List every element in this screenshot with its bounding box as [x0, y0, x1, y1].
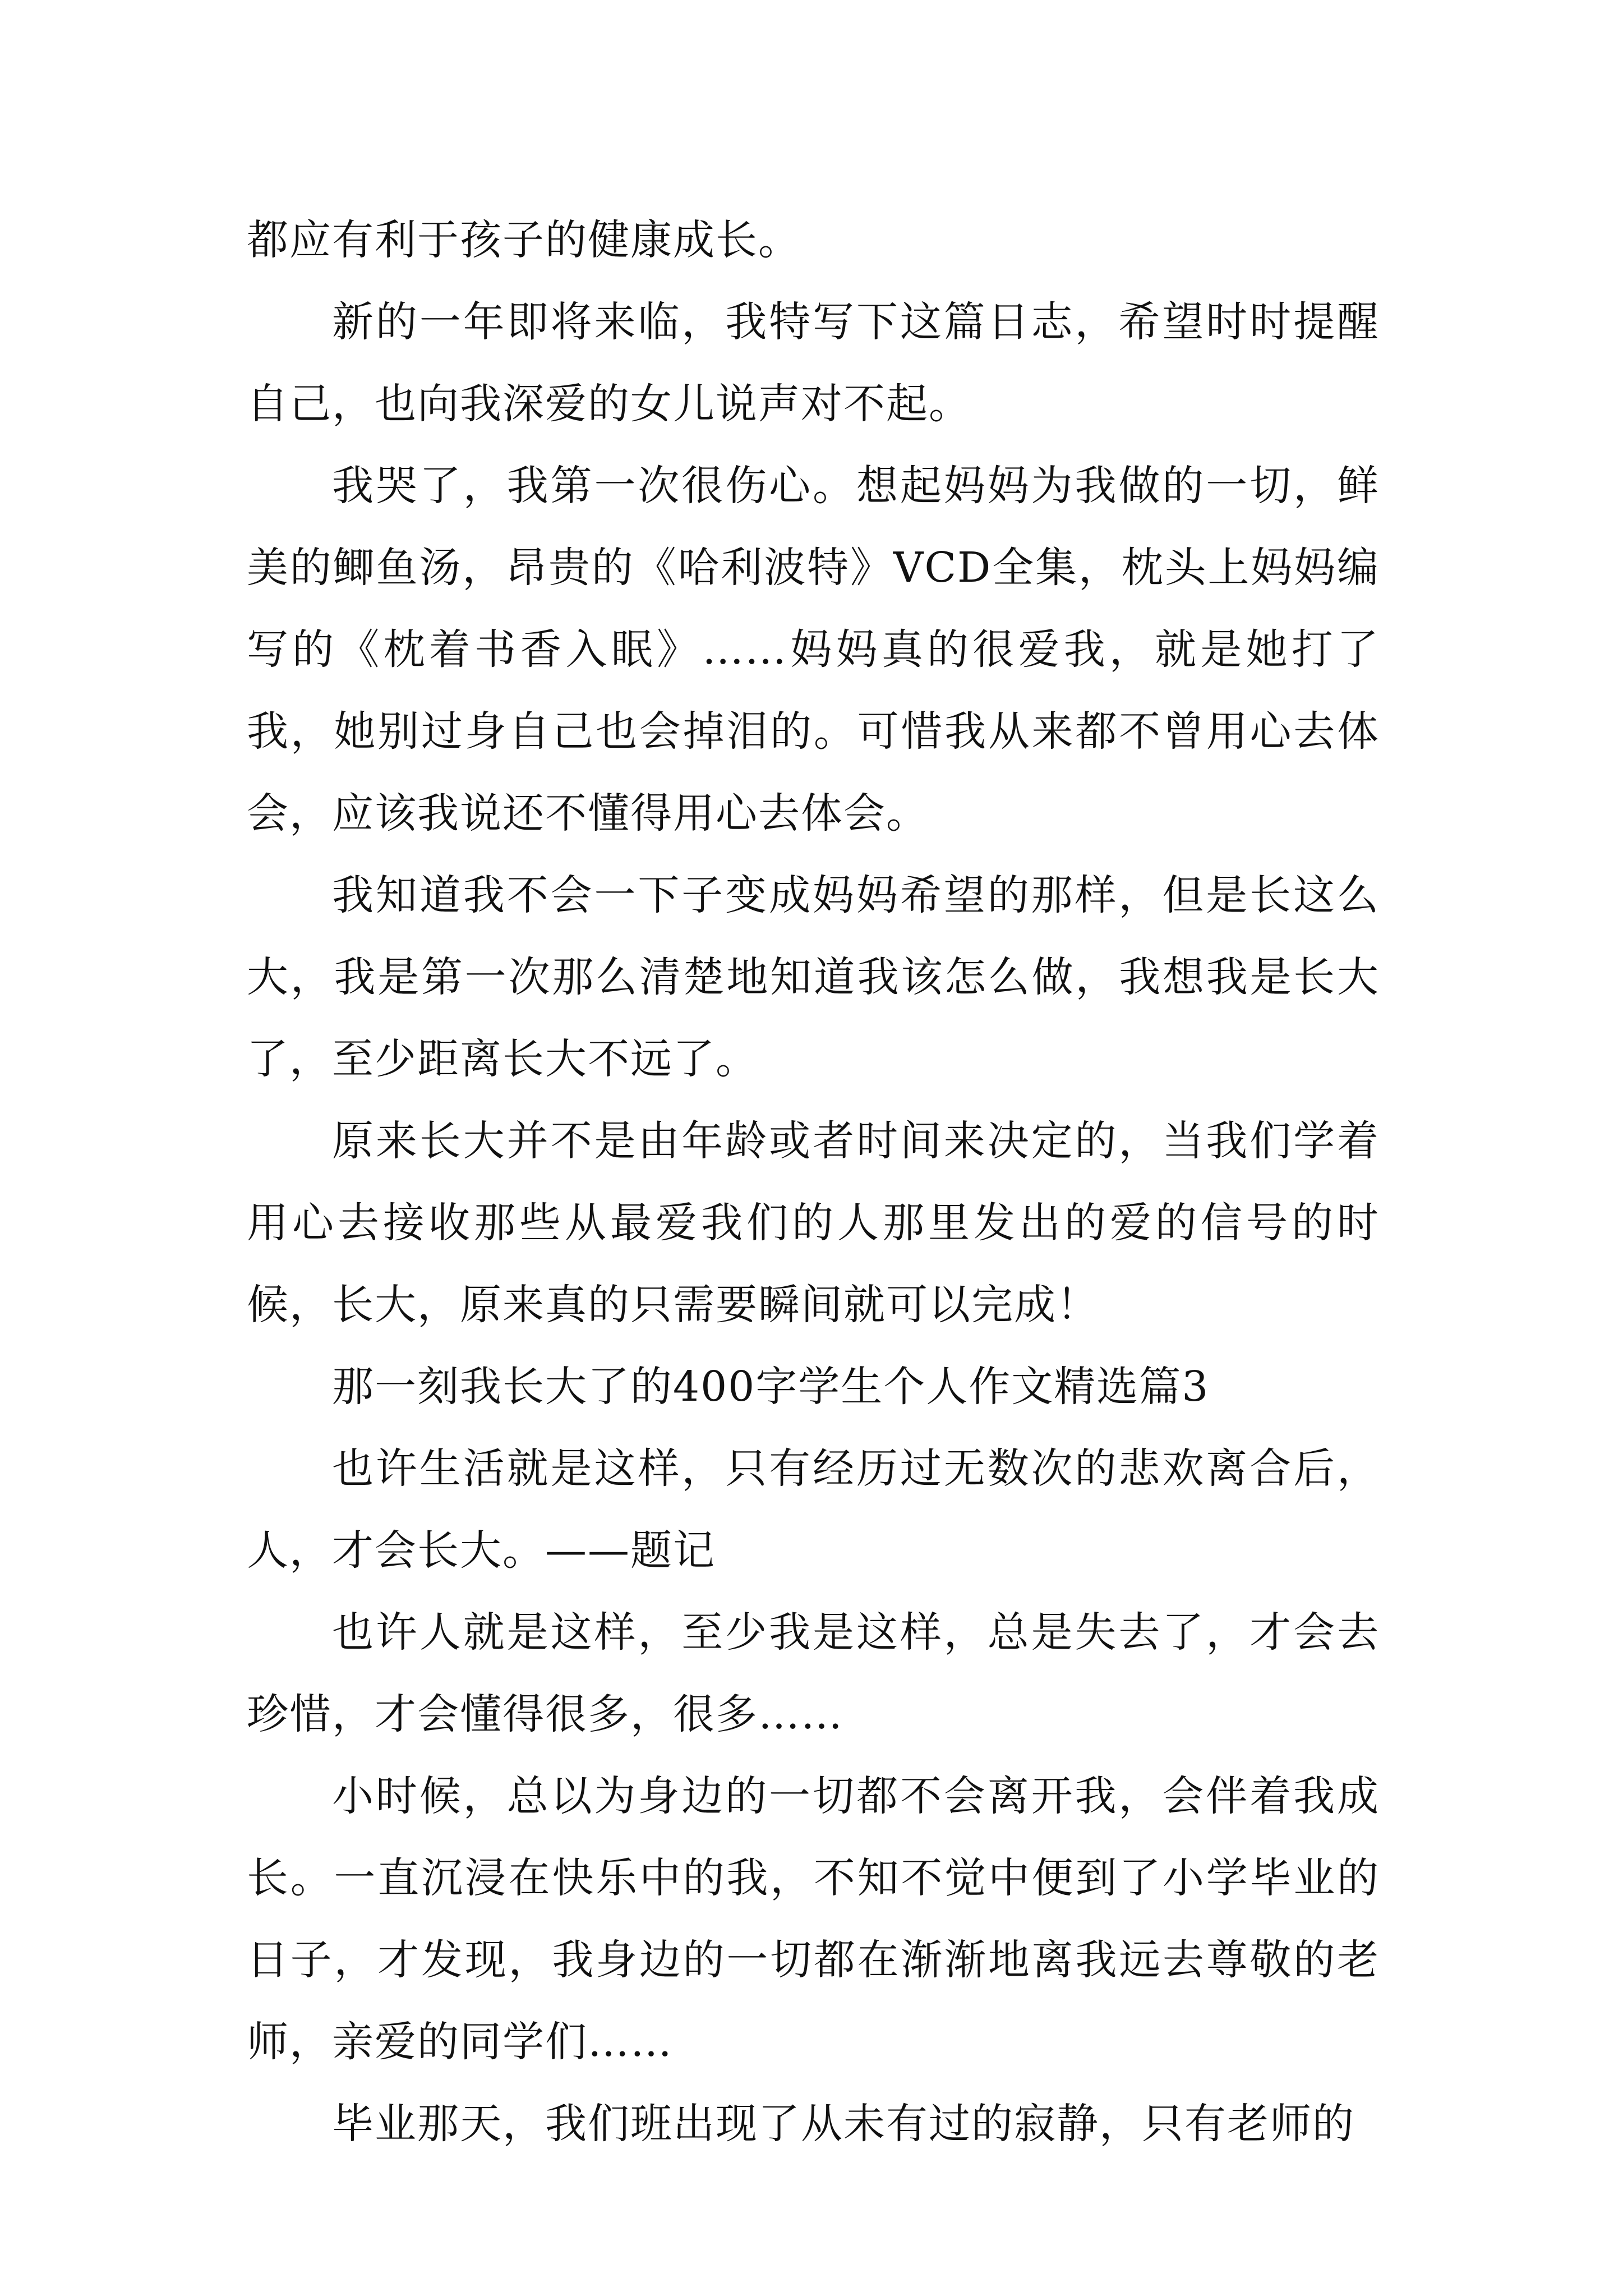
paragraph: 我哭了，我第一次很伤心。想起妈妈为我做的一切，鲜美的鲫鱼汤，昂贵的《哈利波特》VCD全集，枕头上妈妈编写的《枕着书香入眠》……妈妈真的很爱我，就是她打了我，她别过身自己也会掉泪的。可惜我从来都不曾用心去体会，应该我说还不懂得用心去体会。 — [247, 462, 1380, 838]
paragraph: 毕业那天，我们班出现了从未有过的寂静，只有老师的 — [332, 2100, 1355, 2148]
paragraph: 我知道我不会一下子变成妈妈希望的那样，但是长这么大，我是第一次那么清楚地知道我该怎么做，我想我是长大了，至少距离长大不远了。 — [247, 871, 1380, 1083]
paragraph: 原来长大并不是由年龄或者时间来决定的，当我们学着用心去接收那些从最爱我们的人那里发出的爱的信号的时候，长大，原来真的只需要瞬间就可以完成！ — [247, 1117, 1380, 1329]
document-body — [247, 199, 1380, 2165]
paragraph: 小时候，总以为身边的一切都不会离开我，会伴着我成长。一直沉浸在快乐中的我，不知不觉中便到了小学毕业的日子，才发现，我身边的一切都在渐渐地离我远去尊敬的老师，亲爱的同学们…… — [247, 1772, 1380, 2066]
section-heading: 那一刻我长大了的400字学生个人作文精选篇3 — [332, 1363, 1210, 1411]
epigraph: 也许生活就是这样，只有经历过无数次的悲欢离合后，人，才会长大。——题记 — [247, 1444, 1380, 1575]
paragraph: 都应有利于孩子的健康成长。 — [247, 216, 801, 264]
paragraph: 新的一年即将来临，我特写下这篇日志，希望时时提醒自己，也向我深爱的女儿说声对不起。 — [247, 298, 1380, 428]
paragraph: 也许人就是这样，至少我是这样，总是失去了，才会去珍惜，才会懂得很多，很多…… — [247, 1608, 1380, 1738]
